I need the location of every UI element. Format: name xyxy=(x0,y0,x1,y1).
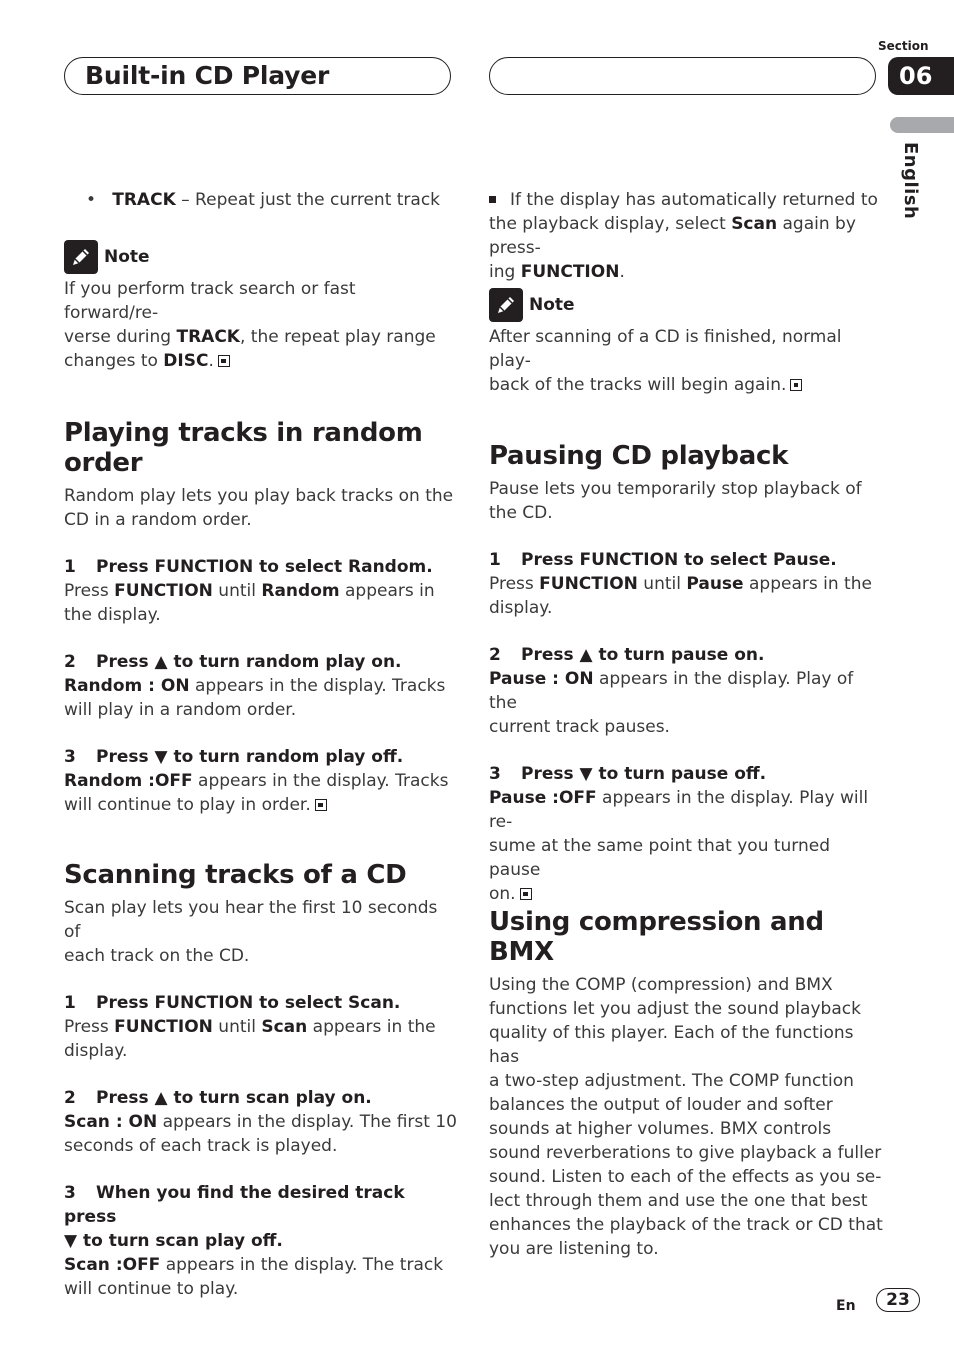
section-label: Section xyxy=(878,39,929,53)
scan-step-1-text: Press FUNCTION until Scan appears in the display. xyxy=(64,1017,436,1061)
track-description: – Repeat just the current track xyxy=(175,190,441,210)
scan-step-3-text: Scan :OFF appears in the display. The track will continue to play. xyxy=(64,1255,444,1299)
note-pencil-icon xyxy=(64,240,98,274)
note-label: Note xyxy=(529,295,575,315)
scan-step-3-title: 3 When you find the desired track press ▼ to turn scan play off. xyxy=(64,1183,405,1251)
random-step-1-title: 1 Press FUNCTION to select Random. xyxy=(64,557,433,577)
pause-step-1-text: Press FUNCTION until Pause appears in the display. xyxy=(489,574,872,618)
page-number: 23 xyxy=(876,1288,920,1312)
note-pencil-icon xyxy=(489,288,523,322)
bmx-text: Using the COMP (compression) and BMX functions let you adjust the sound playback quality of this player. Each of the functions has a two-step adjustment. The COMP function balances the output of louder and softer sounds at higher volumes. BMX controls sound reverberations to give playback a fuller sound. Listen to each of the effects as you se- lect through them and use the one that best enhances the playback of the track or CD that you are listening to. xyxy=(489,975,883,1259)
track-term: TRACK xyxy=(112,190,176,210)
random-step-2-text: Random : ON appears in the display. Tracks will play in a random order. xyxy=(64,676,446,720)
bmx-heading: Using compression and BMX xyxy=(489,907,824,967)
scan-step-2-title: 2 Press ▲ to turn scan play on. xyxy=(64,1088,372,1108)
chapter-title-pill xyxy=(64,57,451,95)
footer-language: En xyxy=(836,1298,856,1314)
track-bullet xyxy=(86,188,456,212)
empty-header-pill xyxy=(489,57,876,95)
scan-intro: Scan play lets you hear the first 10 seconds of each track on the CD. xyxy=(64,898,438,966)
scan-step-2-text: Scan : ON appears in the display. The first 10 seconds of each track is played. xyxy=(64,1112,457,1156)
random-step-3-text: Random :OFF appears in the display. Tracks will continue to play in order. xyxy=(64,771,449,815)
pause-section xyxy=(489,441,884,906)
square-bullet-icon xyxy=(489,196,496,203)
random-step-3-title: 3 Press ▼ to turn random play off. xyxy=(64,747,404,767)
random-heading: Playing tracks in random order xyxy=(64,418,423,478)
end-mark-icon xyxy=(218,355,230,367)
random-step-2-title: 2 Press ▲ to turn random play on. xyxy=(64,652,402,672)
pause-step-2-title: 2 Press ▲ to turn pause on. xyxy=(489,645,765,665)
language-tab: English xyxy=(900,142,921,220)
scan-section xyxy=(64,860,459,1301)
random-intro: Random play lets you play back tracks on the CD in a random order. xyxy=(64,486,454,530)
end-mark-icon xyxy=(315,799,327,811)
scan-step-1-title: 1 Press FUNCTION to select Scan. xyxy=(64,993,401,1013)
note-text: After scanning of a CD is finished, normal play- back of the tracks will begin again. xyxy=(489,327,842,395)
scan-return-bullet: If the display has automatically returned to the playback display, select Scan again by press- ing FUNCTION. xyxy=(489,190,878,282)
random-step-1-text: Press FUNCTION until Random appears in the display. xyxy=(64,581,435,625)
pause-step-1-title: 1 Press FUNCTION to select Pause. xyxy=(489,550,837,570)
chapter-title: Built-in CD Player xyxy=(85,61,330,90)
pause-step-3-text: Pause :OFF appears in the display. Play will re- sume at the same point that you turned pause on. xyxy=(489,788,869,904)
pause-step-3-title: 3 Press ▼ to turn pause off. xyxy=(489,764,767,784)
bmx-section xyxy=(489,907,884,1261)
end-mark-icon xyxy=(790,379,802,391)
note-text: If you perform track search or fast forward/re- verse during TRACK, the repeat play range changes to DISC. xyxy=(64,279,436,371)
bullet-dot: • xyxy=(86,190,97,210)
language-tab-bar xyxy=(890,117,954,133)
pause-intro: Pause lets you temporarily stop playback of the CD. xyxy=(489,479,862,523)
random-section xyxy=(64,418,459,817)
note-block-1 xyxy=(64,240,454,373)
note-label: Note xyxy=(104,247,150,267)
section-number: 06 xyxy=(888,57,954,95)
scan-heading: Scanning tracks of a CD xyxy=(64,860,407,890)
pause-step-2-text: Pause : ON appears in the display. Play of the current track pauses. xyxy=(489,669,854,737)
note-block-2 xyxy=(489,288,884,397)
pause-heading: Pausing CD playback xyxy=(489,441,789,471)
end-mark-icon xyxy=(520,888,532,900)
